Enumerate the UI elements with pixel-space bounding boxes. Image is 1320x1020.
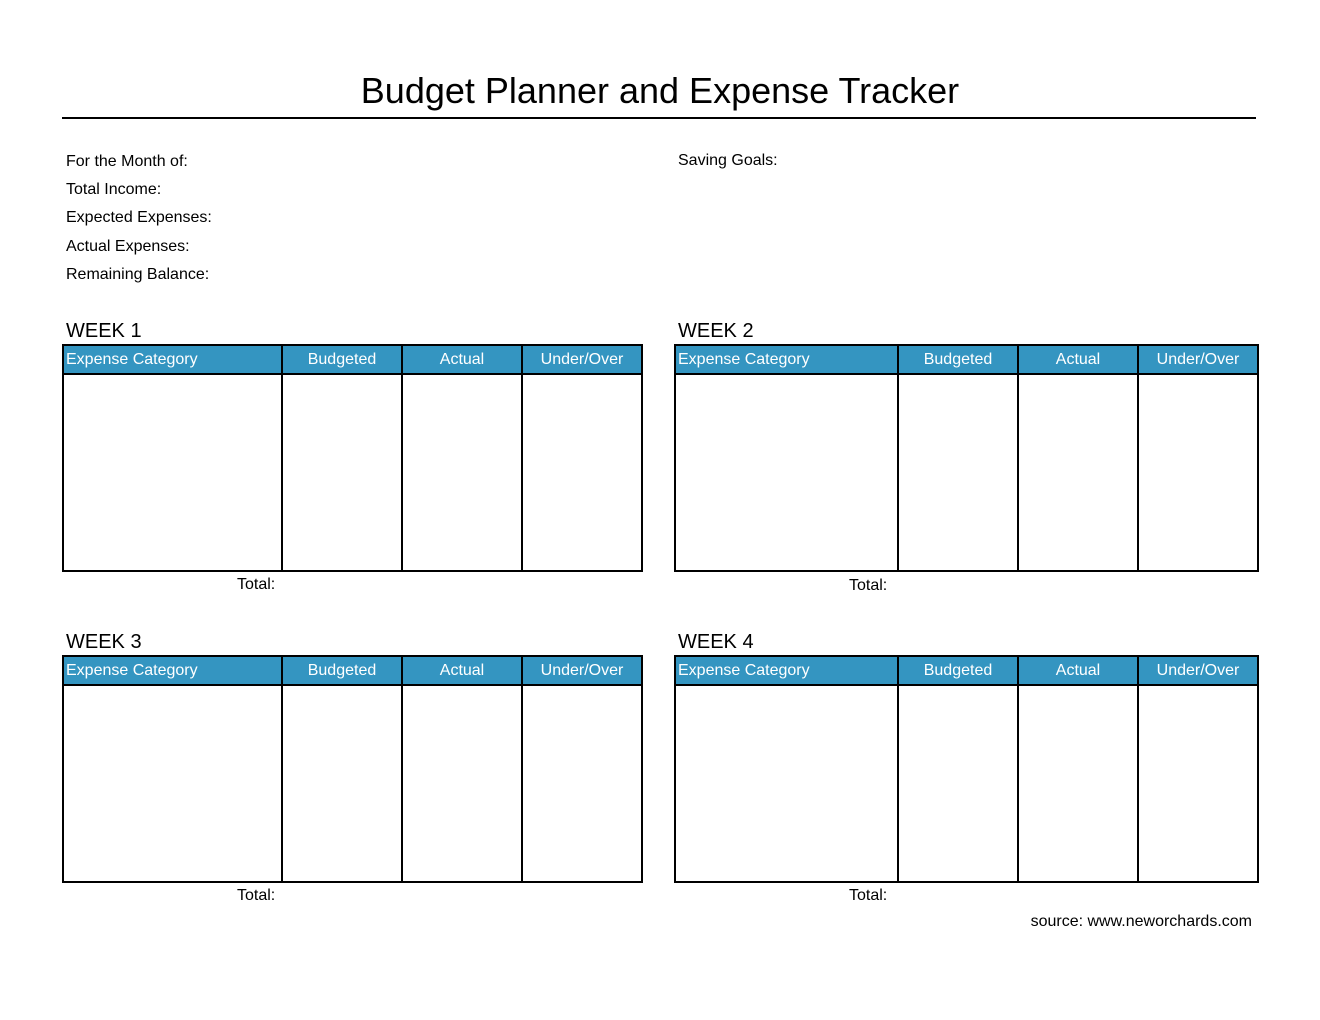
column-header-actual: Actual [402, 656, 522, 685]
actual-cell[interactable] [1018, 685, 1138, 882]
week-2-title: WEEK 2 [678, 320, 754, 342]
table-header-row [675, 656, 1258, 685]
total-income-label: Total Income: [66, 181, 162, 198]
actual-expenses-label: Actual Expenses: [66, 238, 190, 255]
table-header-row [63, 345, 642, 374]
week-3-title: WEEK 3 [66, 631, 142, 653]
table-row [63, 374, 642, 571]
week-4-total-label: Total: [849, 887, 888, 904]
expected-expenses-label: Expected Expenses: [66, 209, 212, 226]
column-header-actual: Actual [402, 345, 522, 374]
source-credit: source: www.neworchards.com [1030, 913, 1252, 930]
column-header-actual: Actual [1018, 656, 1138, 685]
column-header-budgeted: Budgeted [898, 345, 1018, 374]
category-cell[interactable] [675, 374, 898, 571]
column-header-budgeted: Budgeted [282, 656, 402, 685]
column-header-under-over: Under/Over [1138, 656, 1258, 685]
column-header-category: Expense Category [63, 656, 282, 685]
budgeted-cell[interactable] [898, 685, 1018, 882]
week-4-title: WEEK 4 [678, 631, 754, 653]
table-row [675, 685, 1258, 882]
category-cell[interactable] [63, 685, 282, 882]
budgeted-cell[interactable] [282, 374, 402, 571]
budgeted-cell[interactable] [898, 374, 1018, 571]
title-divider [62, 117, 1256, 119]
table-row [675, 374, 1258, 571]
week-2-total-label: Total: [849, 577, 888, 594]
saving-goals-label: Saving Goals: [678, 152, 778, 169]
column-header-category: Expense Category [63, 345, 282, 374]
under-over-cell[interactable] [522, 374, 642, 571]
under-over-cell[interactable] [1138, 685, 1258, 882]
column-header-budgeted: Budgeted [282, 345, 402, 374]
column-header-budgeted: Budgeted [898, 656, 1018, 685]
week-2-table [674, 344, 1259, 572]
column-header-category: Expense Category [675, 345, 898, 374]
week-3-total-label: Total: [237, 887, 276, 904]
table-header-row [675, 345, 1258, 374]
column-header-under-over: Under/Over [522, 656, 642, 685]
column-header-actual: Actual [1018, 345, 1138, 374]
page-title: Budget Planner and Expense Tracker [360, 70, 960, 111]
week-1-total-label: Total: [237, 576, 276, 593]
week-4-table [674, 655, 1259, 883]
column-header-under-over: Under/Over [522, 345, 642, 374]
category-cell[interactable] [63, 374, 282, 571]
table-row [63, 685, 642, 882]
week-1-table [62, 344, 643, 572]
actual-cell[interactable] [402, 374, 522, 571]
under-over-cell[interactable] [522, 685, 642, 882]
actual-cell[interactable] [1018, 374, 1138, 571]
budgeted-cell[interactable] [282, 685, 402, 882]
week-1-title: WEEK 1 [66, 320, 142, 342]
table-header-row [63, 656, 642, 685]
actual-cell[interactable] [402, 685, 522, 882]
column-header-category: Expense Category [675, 656, 898, 685]
column-header-under-over: Under/Over [1138, 345, 1258, 374]
week-3-table [62, 655, 643, 883]
category-cell[interactable] [675, 685, 898, 882]
month-label: For the Month of: [66, 153, 188, 170]
remaining-balance-label: Remaining Balance: [66, 266, 210, 283]
under-over-cell[interactable] [1138, 374, 1258, 571]
